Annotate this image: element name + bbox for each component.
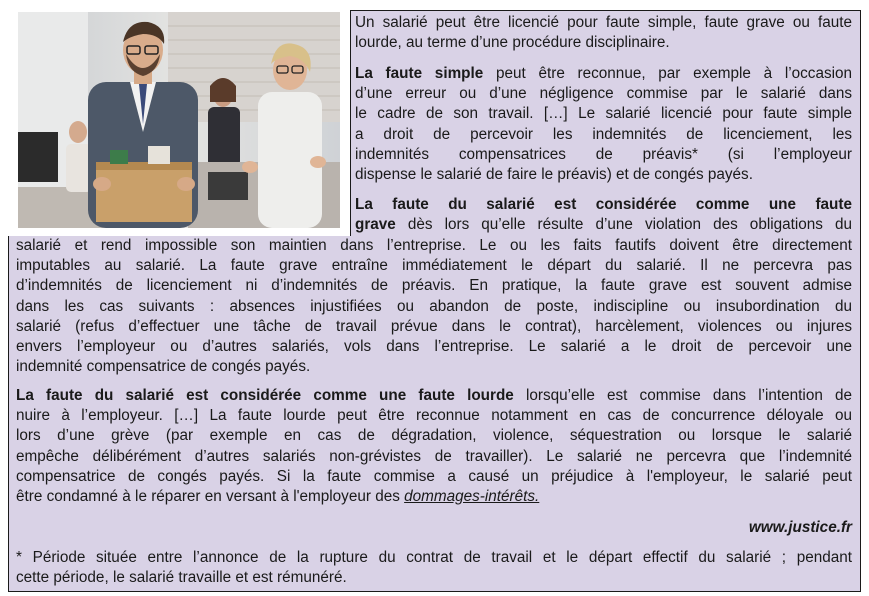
faute-grave-line: salarié (refus d’effectuer une tâche de travail prévue dans le contrat), harcèlement, violences ou injures [16, 317, 852, 335]
faute-grave-heading-end: grave [355, 216, 396, 234]
faute-lourde-line: être condamné à le réparer en versant à l'employeur des [16, 488, 400, 506]
office-dismissal-photo [18, 12, 340, 228]
faute-lourde-paragraph [16, 386, 852, 507]
footnote [16, 548, 852, 588]
faute-grave-paragraph [16, 236, 852, 377]
faute-grave-line: dès lors qu’elle résulte d’une violation des obligations du [407, 216, 852, 234]
footnote-line: * Période située entre l’annonce de la rupture du contrat de travail et le départ effectif du salarié ; pendant [16, 549, 852, 566]
faute-simple-line: le cadre de son travail. […] Le salarié licencié pour faute simple [355, 105, 852, 123]
faute-lourde-line: lors d’une grève (par exemple en cas de dégradation, violence, séquestration ou lorsque le salarié [16, 427, 852, 445]
source-credit: www.justice.fr [748, 519, 852, 536]
faute-lourde-heading: La faute du salarié est considérée comme une faute lourde [16, 387, 514, 404]
faute-grave-paragraph-start [355, 195, 852, 235]
faute-simple-line: dispense le salarié de faire le préavis) et de congés payés. [355, 166, 753, 184]
faute-grave-line: dans les cas suivants : absences injustifiées ou abandon de poste, indiscipline ou insubordination du [16, 297, 852, 315]
faute-simple-line: a droit de percevoir les indemnités de licenciement, les [355, 125, 852, 143]
faute-simple-heading: La faute simple [355, 65, 484, 82]
dommages-interets-link[interactable]: dommages-intérêts. [404, 488, 540, 506]
faute-grave-line: d’indemnités de licenciement ni d’indemnités de préavis. En pratique, la faute grave est souvent admise [16, 277, 852, 295]
faute-simple-line: peut être reconnue, par exemple à l’occasion [496, 65, 853, 82]
faute-lourde-line: empêche délibérément d’autres salariés non-grévistes de travailler). Le salarié ne percevra que l’indemnité [16, 447, 852, 465]
faute-lourde-line: compensatrice de congés payés. Si la faute commise a causé un préjudice à l'employeur, le salarié peut [16, 467, 852, 485]
faute-grave-line: imputables au salarié. La faute grave entraîne immédiatement le départ du salarié. Il ne percevra pas [16, 257, 852, 275]
intro-paragraph: Un salarié peut être licencié pour faute simple, faute grave ou faute lourde, au terme d’une procédure disciplinaire. [355, 14, 852, 52]
faute-lourde-line: lorsqu’elle est commise dans l’intention de [525, 387, 853, 404]
faute-grave-heading: La faute du salarié est considérée comme une faute [355, 196, 852, 213]
faute-grave-line: indemnité compensatrice de congés payés. [16, 358, 311, 376]
faute-lourde-line: nuire à l’employeur. […] La faute lourde peut être reconnue notamment en cas de concurrence déloyale ou [16, 407, 852, 425]
faute-simple-line: d’une erreur ou d’une négligence commise par le salarié dans [355, 85, 852, 103]
footnote-line: cette période, le salarié travaille et est rémunéré. [16, 569, 347, 587]
faute-simple-line: indemnités compensatrices de préavis* (si l’employeur [355, 145, 852, 163]
faute-simple-paragraph [355, 64, 852, 185]
faute-grave-line: salarié et rend impossible son maintien dans l’entreprise. Le ou les faits fautifs doivent être directement [16, 237, 852, 254]
faute-grave-line: envers l’employeur ou d’autres salariés, vols dans l’entreprise. Le salarié a le droit de percevoir une [16, 338, 852, 356]
